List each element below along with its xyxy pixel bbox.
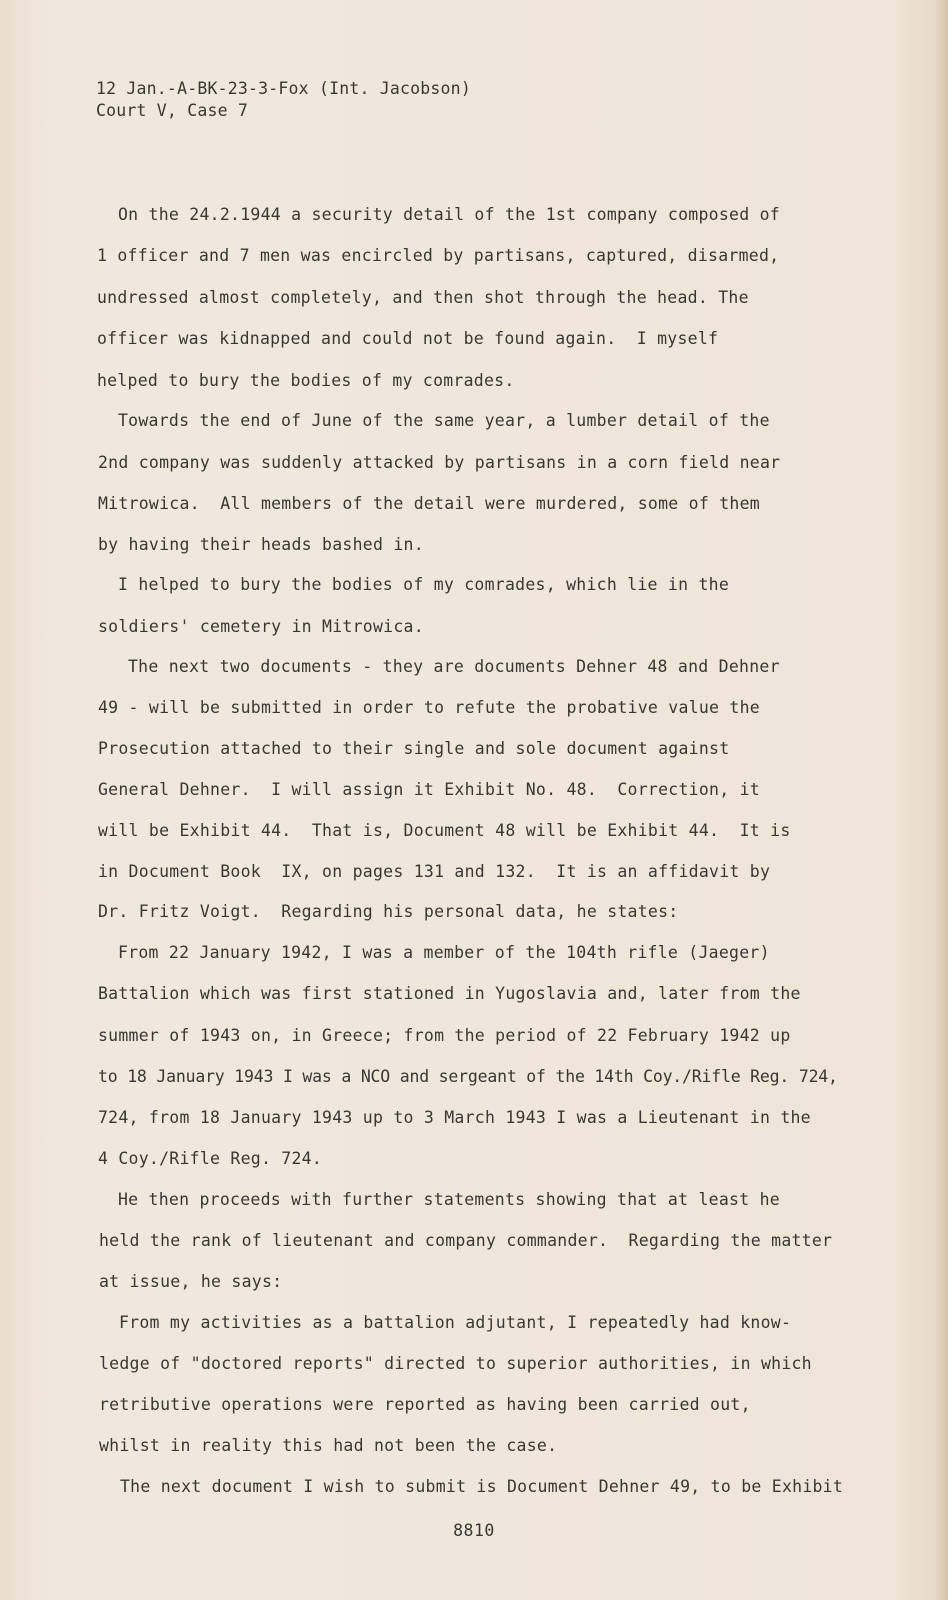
text-line: Battalion which was first stationed in Yugoslavia and, later from the	[98, 984, 801, 1003]
text-line: From my activities as a battalion adjutant, I repeatedly had know-	[119, 1313, 792, 1332]
paper-edge-shadow	[934, 0, 948, 1600]
text-line: 2nd company was suddenly attacked by partisans in a corn field near	[98, 453, 781, 472]
text-line: will be Exhibit 44. That is, Document 48 will be Exhibit 44. It is	[98, 821, 791, 840]
text-line: ledge of "doctored reports" directed to superior authorities, in which	[99, 1354, 812, 1373]
text-line: undressed almost completely, and then shot through the head. The	[97, 288, 749, 307]
text-line: retributive operations were reported as having been carried out,	[99, 1395, 751, 1414]
text-line: summer of 1943 on, in Greece; from the period of 22 February 1942 up	[98, 1026, 791, 1045]
text-line: He then proceeds with further statements showing that at least he	[118, 1190, 780, 1209]
text-line: officer was kidnapped and could not be found again. I myself	[97, 329, 719, 348]
text-line: The next two documents - they are documents Dehner 48 and Dehner	[128, 657, 780, 676]
text-line: soldiers' cemetery in Mitrowica.	[98, 617, 424, 636]
text-line: 49 - will be submitted in order to refute the probative value the	[98, 698, 760, 717]
text-line: Prosecution attached to their single and sole document against	[98, 739, 730, 758]
text-line: 724, from 18 January 1943 up to 3 March 1943 I was a Lieutenant in the	[98, 1108, 811, 1127]
page-number: 8810	[453, 1521, 495, 1540]
text-line: 4 Coy./Rifle Reg. 724.	[98, 1149, 323, 1168]
text-line: in Document Book IX, on pages 131 and 132. It is an affidavit by	[98, 862, 771, 881]
text-line: General Dehner. I will assign it Exhibit No. 48. Correction, it	[98, 780, 760, 799]
text-line: to 18 January 1943 I was a NCO and sergeant of the 14th Coy./Rifle Reg. 724,	[98, 1067, 838, 1086]
text-line: Dr. Fritz Voigt. Regarding his personal data, he states:	[98, 902, 679, 921]
text-line: 1 officer and 7 men was encircled by partisans, captured, disarmed,	[97, 246, 780, 265]
header-reference: 12 Jan.-A-BK-23-3-Fox (Int. Jacobson)	[96, 79, 471, 98]
header-court-case: Court V, Case 7	[96, 101, 249, 120]
text-line: held the rank of lieutenant and company commander. Regarding the matter	[99, 1231, 833, 1250]
text-line: Towards the end of June of the same year, a lumber detail of the	[118, 411, 770, 430]
text-line: I helped to bury the bodies of my comrades, which lie in the	[118, 575, 730, 594]
text-line: On the 24.2.1944 a security detail of the 1st company composed of	[118, 205, 780, 224]
text-line: by having their heads bashed in.	[98, 535, 424, 554]
text-line: at issue, he says:	[99, 1272, 283, 1291]
text-line: The next document I wish to submit is Document Dehner 49, to be Exhibit	[120, 1477, 844, 1496]
text-line: Mitrowica. All members of the detail were murdered, some of them	[98, 494, 760, 513]
document-header	[96, 78, 471, 122]
text-line: whilst in reality this had not been the case.	[99, 1436, 558, 1455]
text-line: From 22 January 1942, I was a member of the 104th rifle (Jaeger)	[118, 943, 770, 962]
text-line: helped to bury the bodies of my comrades.	[97, 371, 515, 390]
